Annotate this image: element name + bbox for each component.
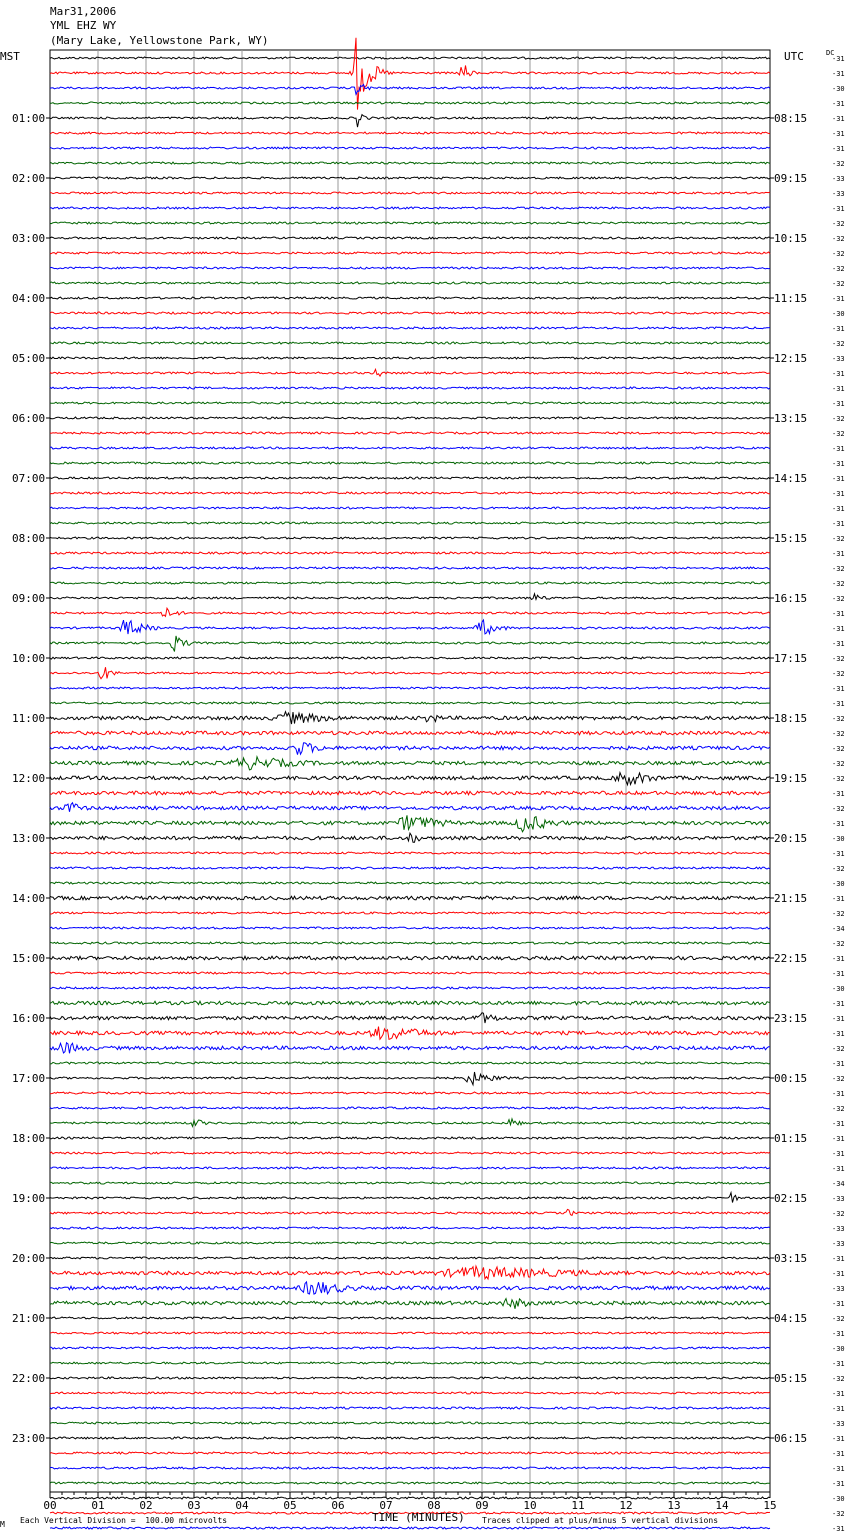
dc-offset-label: -31	[832, 1360, 845, 1368]
seismic-trace	[50, 815, 770, 832]
x-tick-label: 01	[91, 1499, 105, 1512]
dc-offset-label: -31	[832, 1150, 845, 1158]
seismic-trace	[50, 252, 770, 254]
x-tick-label: 15	[763, 1499, 777, 1512]
dc-offset-label: -32	[832, 865, 845, 873]
seismic-trace	[50, 803, 770, 812]
dc-offset-label: -32	[832, 1075, 845, 1083]
dc-offset-label: -30	[832, 310, 845, 318]
seismic-trace	[50, 1257, 770, 1259]
dc-offset-label: -33	[832, 1225, 845, 1233]
dc-offset-label: -31	[832, 610, 845, 618]
seismic-trace	[50, 1452, 770, 1454]
plot-frame	[50, 50, 770, 1492]
seismic-trace	[50, 432, 770, 434]
x-axis-title: TIME (MINUTES)	[372, 1511, 465, 1524]
hour-label-utc: 13:15	[774, 412, 808, 425]
dc-offset-label: -30	[832, 835, 845, 843]
x-tick-label: 04	[235, 1499, 249, 1512]
seismic-trace	[50, 207, 770, 209]
seismic-trace	[50, 773, 770, 785]
seismic-trace	[50, 297, 770, 299]
dc-offset-label: -31	[832, 145, 845, 153]
dc-offset-label: -31	[832, 490, 845, 498]
dc-offset-label: -33	[832, 355, 845, 363]
seismic-trace	[50, 757, 770, 770]
seismic-trace	[50, 507, 770, 509]
vertical-scale-note: Each Vertical Division = 100.00 microvolts	[20, 1516, 228, 1525]
dc-offset-label: -31	[832, 400, 845, 408]
hour-label-mst: 11:00	[12, 712, 46, 725]
dc-offset-header: DC	[826, 49, 835, 57]
dc-offset-label: -32	[832, 430, 845, 438]
seismic-trace	[50, 1182, 770, 1184]
seismic-trace	[50, 1001, 770, 1005]
seismic-trace	[50, 1043, 770, 1054]
dc-offset-label: -32	[832, 655, 845, 663]
hour-label-mst: 23:00	[12, 1432, 46, 1445]
left-timezone-label: MST	[0, 50, 20, 63]
seismic-trace	[50, 987, 770, 989]
seismic-trace	[50, 267, 770, 269]
seismic-trace	[50, 620, 770, 634]
dc-offset-label: -34	[832, 1180, 845, 1188]
seismic-trace	[50, 327, 770, 329]
dc-offset-label: -32	[832, 580, 845, 588]
dc-offset-label: -30	[832, 880, 845, 888]
hour-label-utc: 14:15	[774, 472, 808, 485]
seismic-trace	[50, 867, 770, 869]
seismic-trace	[50, 369, 770, 376]
x-tick-label: 02	[139, 1499, 153, 1512]
dc-offset-label: -31	[832, 325, 845, 333]
x-tick-label: 08	[427, 1499, 441, 1512]
dc-offset-label: -33	[832, 1285, 845, 1293]
hour-label-utc: 05:15	[774, 1372, 808, 1385]
hour-label-mst: 21:00	[12, 1312, 46, 1325]
dc-offset-label: -32	[832, 535, 845, 543]
dc-offset-label: -32	[832, 940, 845, 948]
x-tick-label: 14	[715, 1499, 729, 1512]
dc-offset-label: -32	[832, 670, 845, 678]
seismic-trace	[50, 537, 770, 539]
seismic-trace	[50, 882, 770, 884]
dc-offset-label: -31	[832, 460, 845, 468]
seismic-trace	[50, 1193, 770, 1203]
dc-offset-label: -32	[832, 1510, 845, 1518]
dc-offset-label: -31	[832, 550, 845, 558]
hour-label-mst: 19:00	[12, 1192, 46, 1205]
hour-label-mst: 17:00	[12, 1072, 46, 1085]
dc-offset-label: -33	[832, 1240, 845, 1248]
seismic-trace	[50, 1317, 770, 1319]
seismic-trace	[50, 702, 770, 704]
dc-offset-label: -30	[832, 1345, 845, 1353]
dc-offset-label: -31	[832, 1270, 845, 1278]
seismic-trace	[50, 1497, 770, 1499]
dc-offset-label: -31	[832, 1450, 845, 1458]
dc-offset-label: -31	[832, 1465, 845, 1473]
dc-offset-label: -32	[832, 1045, 845, 1053]
dc-offset-label: -31	[832, 130, 845, 138]
dc-offset-label: -31	[832, 445, 845, 453]
x-tick-label: 13	[667, 1499, 681, 1512]
seismic-trace	[50, 636, 770, 652]
x-tick-label: 10	[523, 1499, 537, 1512]
dc-offset-label: -31	[832, 1435, 845, 1443]
dc-offset-label: -31	[832, 520, 845, 528]
seismic-trace	[50, 402, 770, 404]
dc-offset-label: -31	[832, 385, 845, 393]
seismic-trace	[50, 85, 770, 95]
hour-label-mst: 16:00	[12, 1012, 46, 1025]
seismic-trace	[50, 522, 770, 524]
seismic-trace	[50, 731, 770, 735]
seismic-trace	[50, 1227, 770, 1229]
seismic-trace	[50, 1092, 770, 1094]
hour-label-utc: 16:15	[774, 592, 808, 605]
seismic-trace	[50, 1027, 770, 1040]
dc-offset-label: -31	[832, 1000, 845, 1008]
hour-label-utc: 17:15	[774, 652, 808, 665]
dc-offset-label: -32	[832, 1375, 845, 1383]
dc-offset-label: -31	[832, 505, 845, 513]
clip-note: Traces clipped at plus/minus 5 vertical divisions	[482, 1516, 719, 1525]
station-location: (Mary Lake, Yellowstone Park, WY)	[50, 34, 269, 47]
dc-offset-label: -31	[832, 100, 845, 108]
seismic-trace	[50, 38, 770, 110]
hour-label-utc: 04:15	[774, 1312, 808, 1325]
dc-offset-label: -31	[832, 1300, 845, 1308]
hour-label-utc: 02:15	[774, 1192, 808, 1205]
seismic-trace	[50, 132, 770, 134]
dc-offset-label: -31	[832, 1330, 845, 1338]
seismic-trace	[50, 222, 770, 224]
dc-offset-label: -31	[832, 1525, 845, 1533]
dc-offset-label: -31	[832, 1060, 845, 1068]
dc-offset-label: -31	[832, 475, 845, 483]
dc-offset-label: -31	[832, 850, 845, 858]
seismic-trace	[50, 357, 770, 359]
seismic-trace	[50, 972, 770, 974]
seismic-trace	[50, 492, 770, 494]
seismic-trace	[50, 447, 770, 449]
dc-offset-label: -31	[832, 1090, 845, 1098]
seismic-trace	[50, 1167, 770, 1169]
seismic-trace	[50, 1422, 770, 1424]
seismic-trace	[50, 1209, 770, 1215]
seismic-trace	[50, 912, 770, 914]
dc-offset-label: -32	[832, 250, 845, 258]
hour-label-utc: 00:15	[774, 1072, 808, 1085]
seismic-trace	[50, 115, 770, 128]
dc-offset-label: -31	[832, 625, 845, 633]
seismic-trace	[50, 462, 770, 464]
seismic-trace	[50, 1362, 770, 1364]
seismic-trace	[50, 896, 770, 900]
hour-label-utc: 01:15	[774, 1132, 808, 1145]
seismic-trace	[50, 102, 770, 104]
hour-label-mst: 09:00	[12, 592, 46, 605]
seismic-trace	[50, 57, 770, 59]
dc-offset-label: -32	[832, 760, 845, 768]
dc-offset-label: -31	[832, 205, 845, 213]
hour-label-utc: 12:15	[774, 352, 808, 365]
seismic-trace	[50, 567, 770, 569]
dc-offset-label: -31	[832, 685, 845, 693]
seismic-trace	[50, 1467, 770, 1469]
seismic-trace	[50, 1527, 770, 1529]
dc-offset-label: -31	[832, 700, 845, 708]
dc-offset-label: -31	[832, 1480, 845, 1488]
seismic-trace	[50, 1437, 770, 1439]
hour-label-utc: 15:15	[774, 532, 808, 545]
dc-offset-label: -32	[832, 775, 845, 783]
dc-offset-label: -31	[832, 1030, 845, 1038]
seismic-trace	[50, 667, 770, 679]
seismic-trace	[50, 342, 770, 344]
hour-label-utc: 22:15	[774, 952, 808, 965]
hour-label-mst: 12:00	[12, 772, 46, 785]
seismic-trace	[50, 477, 770, 479]
seismic-trace	[50, 687, 770, 689]
seismic-trace	[50, 791, 770, 795]
dc-offset-label: -32	[832, 280, 845, 288]
dc-offset-label: -31	[832, 1015, 845, 1023]
seismic-trace	[50, 1392, 770, 1394]
hour-label-mst: 01:00	[12, 112, 46, 125]
seismic-trace	[50, 1242, 770, 1244]
hour-label-mst: 05:00	[12, 352, 46, 365]
dc-offset-label: -32	[832, 1210, 845, 1218]
hour-label-mst: 15:00	[12, 952, 46, 965]
hour-label-utc: 10:15	[774, 232, 808, 245]
x-tick-label: 06	[331, 1499, 345, 1512]
seismic-trace	[50, 552, 770, 554]
seismic-trace	[50, 1137, 770, 1139]
dc-offset-label: -32	[832, 745, 845, 753]
dc-offset-label: -32	[832, 1105, 845, 1113]
x-tick-label: 09	[475, 1499, 489, 1512]
x-tick-label: 07	[379, 1499, 393, 1512]
hour-label-mst: 04:00	[12, 292, 46, 305]
dc-offset-label: -32	[832, 1315, 845, 1323]
x-tick-label: 05	[283, 1499, 297, 1512]
seismic-trace	[50, 192, 770, 194]
dc-offset-label: -30	[832, 1495, 845, 1503]
seismic-trace	[50, 1119, 770, 1127]
dc-offset-label: -31	[832, 1405, 845, 1413]
dc-offset-label: -31	[832, 895, 845, 903]
seismic-trace	[50, 833, 770, 842]
seismic-trace	[50, 1332, 770, 1334]
dc-offset-label: -33	[832, 1195, 845, 1203]
seismic-trace	[50, 582, 770, 584]
seismic-trace	[50, 162, 770, 164]
hour-label-utc: 18:15	[774, 712, 808, 725]
seismic-trace	[50, 1062, 770, 1064]
dc-offset-label: -34	[832, 925, 845, 933]
dc-offset-label: -31	[832, 1135, 845, 1143]
dc-offset-label: -32	[832, 910, 845, 918]
seismic-trace	[50, 312, 770, 314]
seismic-trace	[50, 1482, 770, 1484]
hour-label-mst: 07:00	[12, 472, 46, 485]
dc-offset-label: -31	[832, 55, 845, 63]
seismic-trace	[50, 1072, 770, 1085]
dc-offset-label: -31	[832, 1390, 845, 1398]
dc-offset-label: -31	[832, 1255, 845, 1263]
seismic-trace	[50, 1282, 770, 1294]
dc-offset-label: -32	[832, 160, 845, 168]
seismic-trace	[50, 282, 770, 284]
hour-label-utc: 09:15	[774, 172, 808, 185]
station-code: YML EHZ WY	[50, 19, 117, 32]
dc-offset-label: -32	[832, 235, 845, 243]
dc-offset-label: -31	[832, 115, 845, 123]
hour-label-utc: 08:15	[774, 112, 808, 125]
dc-offset-label: -30	[832, 85, 845, 93]
seismic-trace	[50, 147, 770, 149]
dc-offset-label: -33	[832, 175, 845, 183]
seismic-trace	[50, 1299, 770, 1309]
right-timezone-label: UTC	[784, 50, 804, 63]
dc-offset-label: -31	[832, 955, 845, 963]
seismic-trace	[50, 417, 770, 419]
hour-label-mst: 03:00	[12, 232, 46, 245]
dc-offset-label: -31	[832, 70, 845, 78]
dc-offset-label: -33	[832, 190, 845, 198]
seismic-trace	[50, 1107, 770, 1109]
seismic-trace	[50, 237, 770, 239]
hour-label-mst: 02:00	[12, 172, 46, 185]
footer-mark: M	[0, 1520, 5, 1529]
seismic-trace	[50, 1266, 770, 1279]
x-tick-label: 03	[187, 1499, 201, 1512]
x-tick-label: 11	[571, 1499, 585, 1512]
seismic-trace	[50, 942, 770, 944]
seismic-trace	[50, 387, 770, 389]
dc-offset-label: -31	[832, 970, 845, 978]
seismic-trace	[50, 594, 770, 600]
dc-offset-label: -32	[832, 415, 845, 423]
hour-label-utc: 11:15	[774, 292, 808, 305]
seismic-trace	[50, 177, 770, 179]
dc-offset-label: -31	[832, 640, 845, 648]
hour-label-utc: 23:15	[774, 1012, 808, 1025]
dc-offset-label: -33	[832, 1420, 845, 1428]
dc-offset-label: -31	[832, 295, 845, 303]
dc-offset-label: -30	[832, 985, 845, 993]
dc-offset-label: -32	[832, 565, 845, 573]
seismic-trace	[50, 1152, 770, 1154]
seismic-trace	[50, 956, 770, 960]
hour-label-mst: 18:00	[12, 1132, 46, 1145]
seismic-trace	[50, 657, 770, 659]
dc-offset-label: -31	[832, 1165, 845, 1173]
hour-label-utc: 03:15	[774, 1252, 808, 1265]
dc-offset-label: -32	[832, 220, 845, 228]
hour-label-utc: 06:15	[774, 1432, 808, 1445]
dc-offset-label: -32	[832, 715, 845, 723]
seismic-trace	[50, 608, 770, 616]
dc-offset-label: -31	[832, 1120, 845, 1128]
hour-label-mst: 06:00	[12, 412, 46, 425]
seismic-trace	[50, 712, 770, 724]
dc-offset-label: -31	[832, 790, 845, 798]
hour-label-mst: 14:00	[12, 892, 46, 905]
dc-offset-label: -32	[832, 265, 845, 273]
dc-offset-label: -32	[832, 340, 845, 348]
hour-label-utc: 19:15	[774, 772, 808, 785]
seismic-trace	[50, 927, 770, 929]
hour-label-utc: 20:15	[774, 832, 808, 845]
dc-offset-label: -31	[832, 370, 845, 378]
hour-label-mst: 20:00	[12, 1252, 46, 1265]
hour-label-utc: 21:15	[774, 892, 808, 905]
hour-label-mst: 22:00	[12, 1372, 46, 1385]
hour-label-mst: 08:00	[12, 532, 46, 545]
seismic-trace	[50, 743, 770, 755]
seismic-trace	[50, 1013, 770, 1023]
plot-date: Mar31,2006	[50, 5, 117, 18]
dc-offset-label: -32	[832, 805, 845, 813]
hour-label-mst: 13:00	[12, 832, 46, 845]
seismic-trace	[50, 1347, 770, 1349]
hour-label-mst: 10:00	[12, 652, 46, 665]
x-tick-label: 00	[43, 1499, 57, 1512]
seismic-trace	[50, 852, 770, 854]
x-tick-label: 12	[619, 1499, 633, 1512]
seismic-trace	[50, 1377, 770, 1379]
seismic-trace	[50, 1407, 770, 1409]
dc-offset-label: -31	[832, 820, 845, 828]
dc-offset-label: -32	[832, 730, 845, 738]
dc-offset-label: -32	[832, 595, 845, 603]
